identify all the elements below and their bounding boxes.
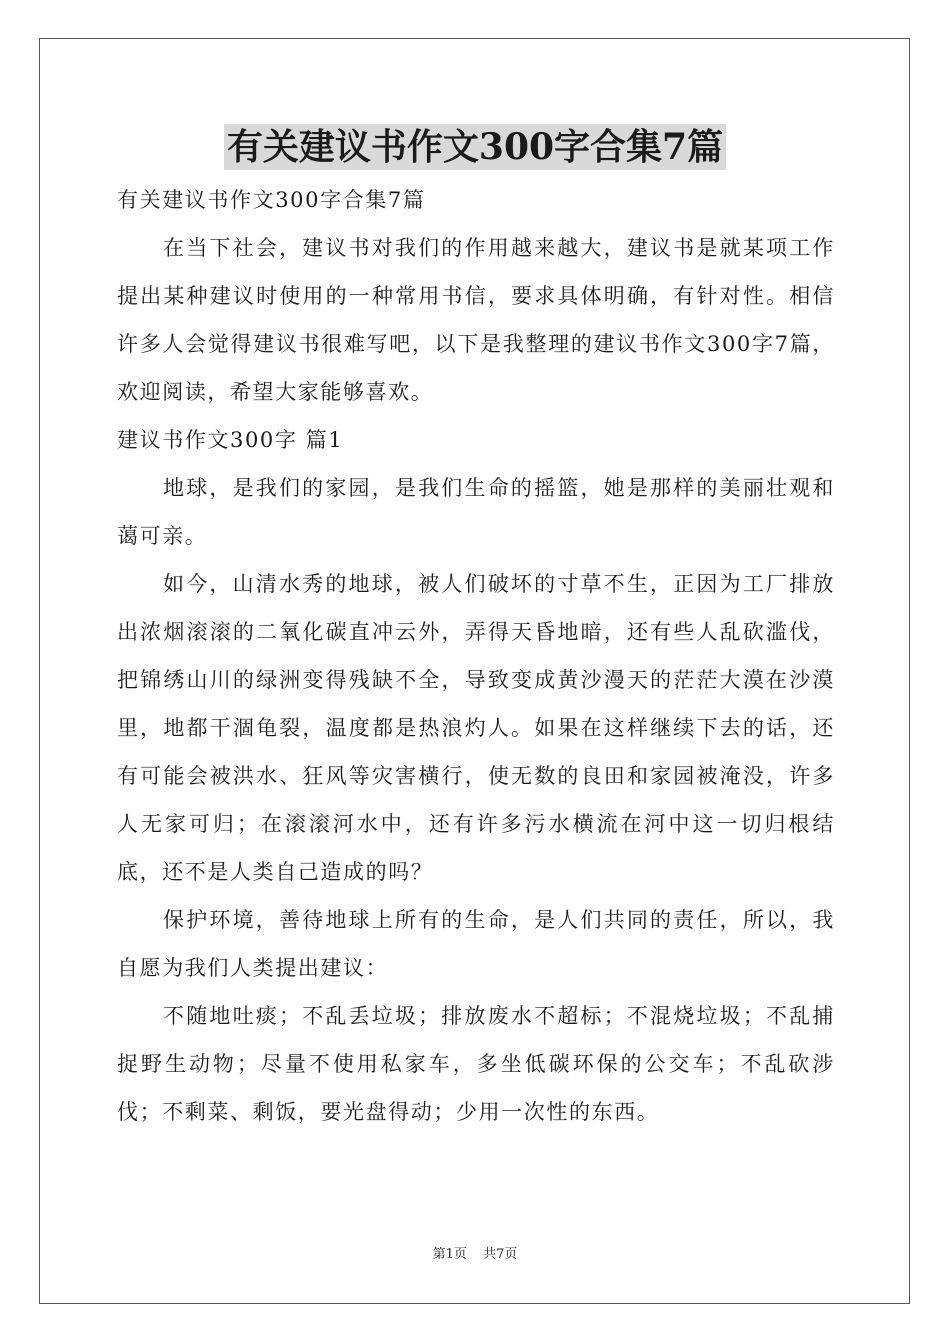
page-footer xyxy=(0,1246,950,1264)
body-paragraph: 不随地吐痰；不乱丢垃圾；排放废水不超标；不混烧垃圾；不乱捕捉野生动物；尽量不使用私家车，多坐低碳环保的公交车；不乱砍涉伐；不剩菜、剩饭，要光盘得动；少用一次性的东西。 xyxy=(117,1004,835,1124)
document-title: 有关建议书作文300字合集7篇 xyxy=(224,124,726,170)
body-paragraph: 如今，山清水秀的地球，被人们破坏的寸草不生，正因为工厂排放出浓烟滚滚的二氧化碳直冲云外，弄得天昏地暗，还有些人乱砍滥伐，把锦绣山川的绿洲变得残缺不全，导致变成黄沙漫天的茫茫大漠在沙漠里，地都干涸龟裂，温度都是热浪灼人。如果在这样继续下去的话，还有可能会被洪水、狂风等灾害横行，使无数的良田和家园被淹没，许多人无家可归；在滚滚河水中，还有许多污水横流在河中这一切归根结底，还不是人类自己造成的吗？ xyxy=(117,572,835,884)
document-body xyxy=(117,176,835,1136)
page-number-current: 第1页 xyxy=(432,1247,467,1262)
title-container xyxy=(0,124,950,170)
section-heading: 建议书作文300字 篇1 xyxy=(117,428,344,452)
page-number-total: 共7页 xyxy=(483,1247,518,1262)
body-paragraph: 地球，是我们的家园，是我们生命的摇篮，她是那样的美丽壮观和蔼可亲。 xyxy=(117,476,835,548)
body-paragraph: 保护环境，善待地球上所有的生命，是人们共同的责任，所以，我自愿为我们人类提出建议： xyxy=(117,908,835,980)
document-subtitle: 有关建议书作文300字合集7篇 xyxy=(117,188,426,212)
intro-paragraph: 在当下社会，建议书对我们的作用越来越大，建议书是就某项工作提出某种建议时使用的一种常用书信，要求具体明确，有针对性。相信许多人会觉得建议书很难写吧，以下是我整理的建议书作文300字7篇，欢迎阅读，希望大家能够喜欢。 xyxy=(117,236,835,404)
